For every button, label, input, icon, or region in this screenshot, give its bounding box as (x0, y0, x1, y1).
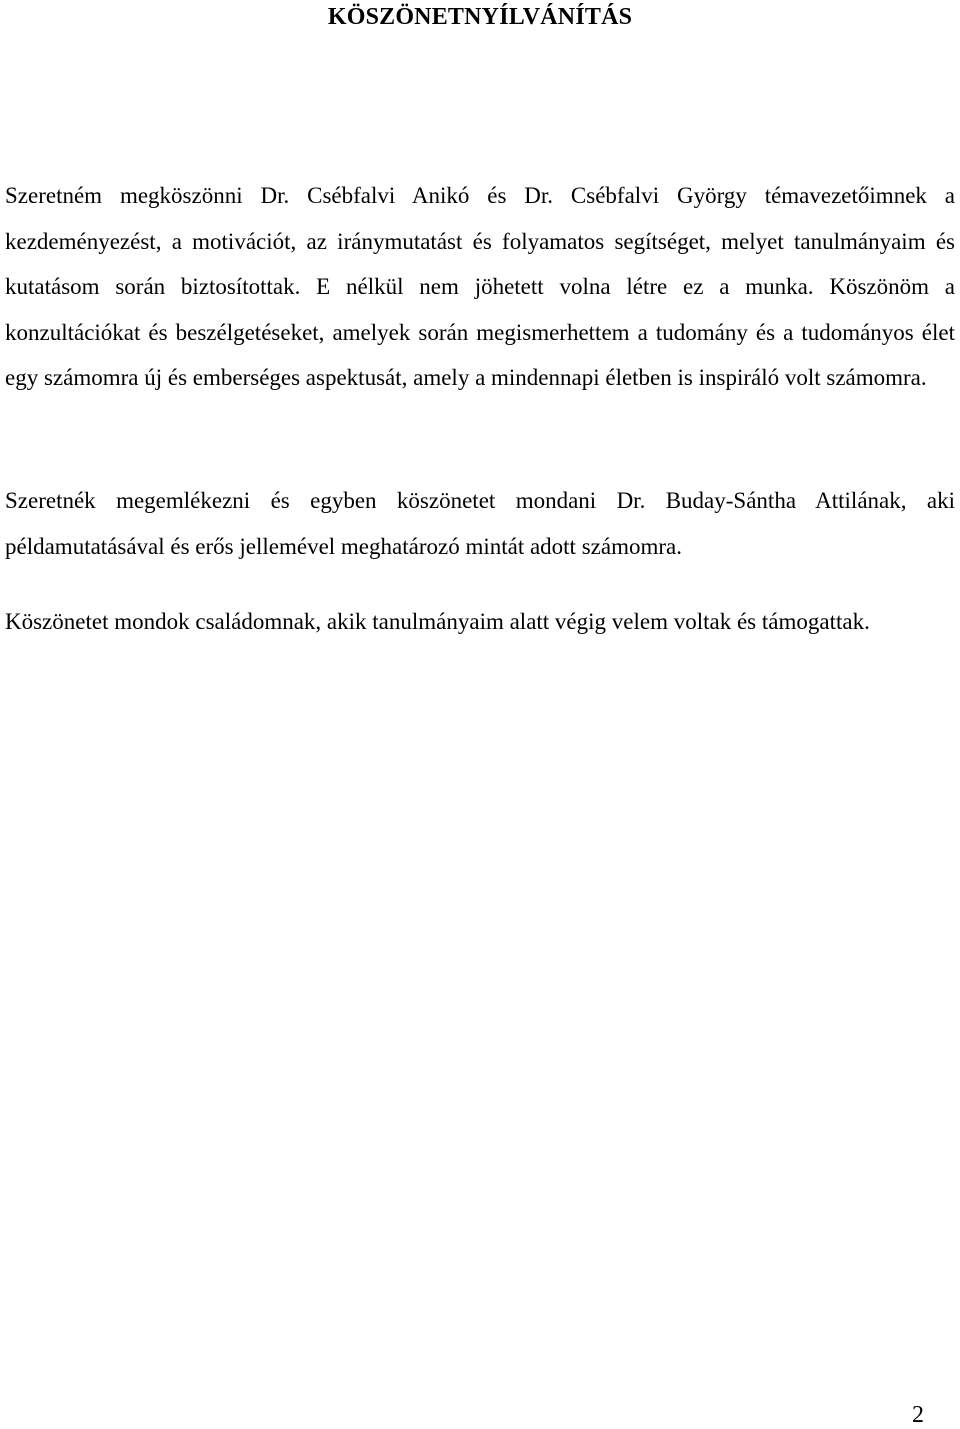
acknowledgement-paragraph-advisors: Szeretném megköszönni Dr. Csébfalvi Anikó és Dr. Csébfalvi György témavezetőimnek a kezdeményezést, a motivációt, az iránymutatást és folyamatos segítséget, melyet tanulmányaim és kutatásom során biztosítottak. E nélkül nem jöhetett volna létre ez a munka. Köszönöm a konzultációkat és beszélgetéseket, amelyek során megismerhettem a tudomány és a tudományos élet egy számomra új és emberséges aspektusát, amely a mindennapi életben is inspiráló volt számomra. (5, 183, 955, 390)
acknowledgement-paragraph-family: Köszönetet mondok családomnak, akik tanulmányaim alatt végig velem voltak és támogattak. (5, 609, 870, 634)
page-title: KÖSZÖNETNYÍLVÁNÍTÁS (327, 4, 633, 30)
page-number: 2 (912, 1402, 924, 1428)
acknowledgement-paragraph-memorial: Szeretnék megemlékezni és egyben köszönetet mondani Dr. Buday-Sántha Attilának, aki példamutatásával és erős jellemével meghatározó mintát adott számomra. (5, 488, 955, 559)
